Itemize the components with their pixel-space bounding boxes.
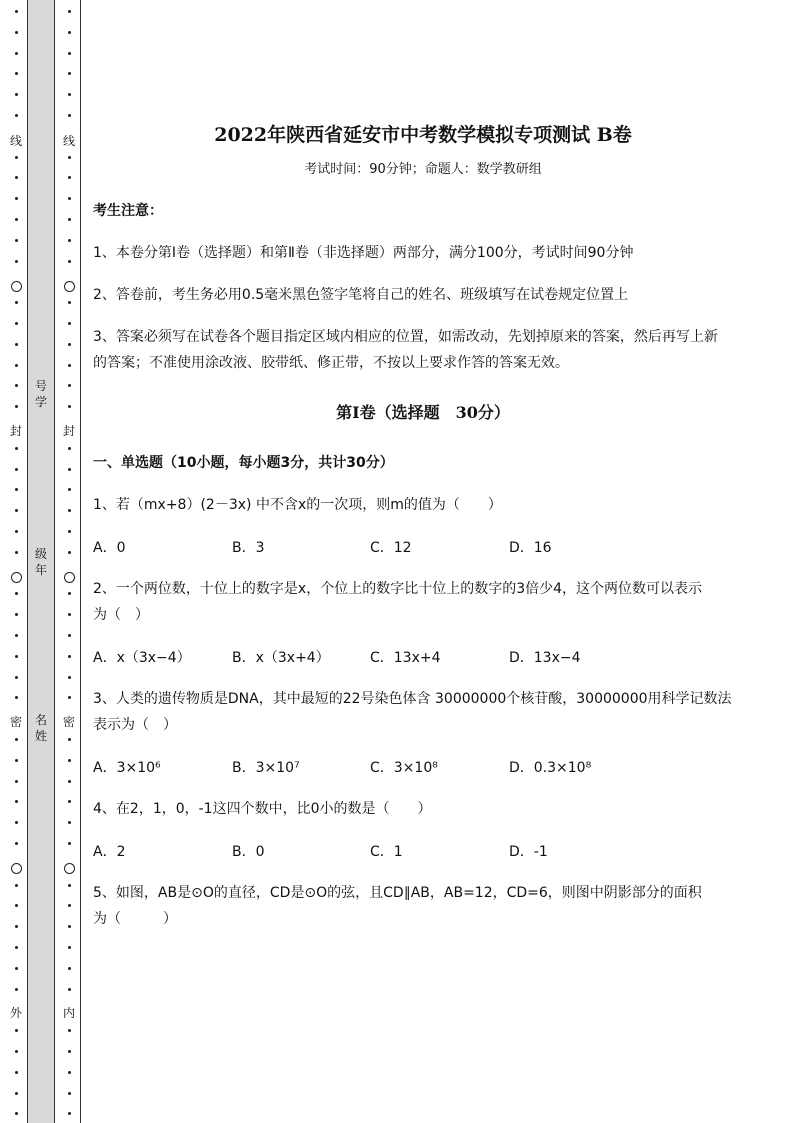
cut-line-dot [68, 946, 71, 949]
cut-line-dot [68, 780, 71, 783]
cut-line-dot [15, 93, 18, 96]
notice-item: 1、本卷分第I卷（选择题）和第Ⅱ卷（非选择题）两部分，满分100分，考试时间90分钟 [93, 245, 634, 261]
cut-line-dot [68, 384, 71, 387]
outer-dotted-cut-line [7, 0, 25, 1123]
cut-line-dot [68, 592, 71, 595]
cut-line-dot [68, 821, 71, 824]
cut-line-dot [15, 800, 18, 803]
outer-label-xian: 线 [7, 135, 25, 147]
cut-line-dot [15, 197, 18, 200]
cut-line-dot [15, 551, 18, 554]
inner-label-feng: 封 [60, 425, 78, 437]
cut-line-dot [68, 655, 71, 658]
cut-line-dot [15, 239, 18, 242]
question-4-option-b: B．0 [232, 844, 265, 860]
cut-line-circle [11, 863, 22, 874]
cut-line-dot [15, 509, 18, 512]
cut-line-dot [15, 72, 18, 75]
question-4-stem: 4、在2，1，0，-1这四个数中，比0小的数是（ ） [93, 801, 432, 817]
question-2-stem: 2、一个两位数，十位上的数字是x，个位上的数字比十位上的数字的3倍少4，这个两位数可以表示 [93, 581, 703, 597]
cut-line-circle [11, 281, 22, 292]
cut-line-dot [15, 738, 18, 741]
question-5-stem: 5、如图，AB是⊙O的直径，CD是⊙O的弦，且CD∥AB，AB=12，CD=6，则图中阴影部分的面积 [93, 885, 702, 901]
cut-line-dot [68, 197, 71, 200]
cut-line-dot [68, 613, 71, 616]
cut-line-dot [68, 676, 71, 679]
cut-line-dot [68, 10, 71, 13]
cut-line-dot [68, 1071, 71, 1074]
cut-line-dot [15, 384, 18, 387]
question-4-option-d: D．-1 [509, 844, 548, 860]
cut-line-dot [68, 239, 71, 242]
cut-line-dot [15, 405, 18, 408]
cut-line-dot [68, 322, 71, 325]
cut-line-dot [15, 676, 18, 679]
cut-line-dot [15, 447, 18, 450]
section-title: 第I卷（选择题 30分） [336, 403, 510, 422]
cut-line-dot [15, 31, 18, 34]
inner-label-nei: 内 [60, 1007, 78, 1019]
cut-line-dot [68, 759, 71, 762]
cut-line-dot [68, 1029, 71, 1032]
cut-line-dot [15, 1092, 18, 1095]
cut-line-dot [68, 488, 71, 491]
cut-line-dot [68, 364, 71, 367]
cut-line-dot [68, 447, 71, 450]
question-5-stem-continued: 为（ ） [93, 911, 177, 927]
cut-line-dot [15, 364, 18, 367]
cut-line-dot [15, 322, 18, 325]
cut-line-dot [68, 925, 71, 928]
outer-label-feng: 封 [7, 425, 25, 437]
cut-line-dot [15, 114, 18, 117]
cut-line-dot [68, 967, 71, 970]
cut-line-dot [15, 488, 18, 491]
student-info-strip [27, 0, 55, 1123]
cut-line-dot [15, 10, 18, 13]
label-grade: 级年 [34, 547, 47, 577]
question-3-option-a: A．3×10⁶ [93, 760, 161, 776]
cut-line-dot [68, 1050, 71, 1053]
cut-line-dot [15, 176, 18, 179]
cut-line-dot [15, 925, 18, 928]
cut-line-circle [64, 863, 75, 874]
question-3-option-b: B．3×10⁷ [232, 760, 300, 776]
cut-line-dot [15, 468, 18, 471]
cut-line-circle [64, 572, 75, 583]
cut-line-dot [15, 52, 18, 55]
part-heading: 一、单选题（10小题，每小题3分，共计30分） [93, 455, 394, 471]
cut-line-dot [68, 218, 71, 221]
cut-line-circle [11, 572, 22, 583]
inner-label-mi: 密 [60, 716, 78, 728]
cut-line-dot [68, 114, 71, 117]
outer-label-wai: 外 [7, 1007, 25, 1019]
cut-line-dot [68, 884, 71, 887]
question-1-option-a: A．0 [93, 540, 126, 556]
question-3-stem-continued: 表示为（ ） [93, 717, 177, 733]
cut-line-dot [15, 842, 18, 845]
page-title: 2022年陕西省延安市中考数学模拟专项测试 B卷 [214, 124, 632, 146]
cut-line-dot [15, 1112, 18, 1115]
question-2-option-b: B．x（3x+4） [232, 650, 330, 666]
cut-line-circle [64, 281, 75, 292]
cut-line-dot [15, 780, 18, 783]
cut-line-dot [15, 655, 18, 658]
inner-label-xian: 线 [60, 135, 78, 147]
margin-border-line [80, 0, 81, 1123]
outer-label-mi: 密 [7, 716, 25, 728]
cut-line-dot [68, 343, 71, 346]
question-1-option-c: C．12 [370, 540, 412, 556]
cut-line-dot [15, 696, 18, 699]
cut-line-dot [68, 1092, 71, 1095]
cut-line-dot [68, 738, 71, 741]
cut-line-dot [68, 72, 71, 75]
cut-line-dot [68, 468, 71, 471]
notice-heading: 考生注意： [93, 203, 163, 219]
cut-line-dot [15, 967, 18, 970]
cut-line-dot [15, 613, 18, 616]
cut-line-dot [68, 260, 71, 263]
cut-line-dot [15, 343, 18, 346]
cut-line-dot [68, 800, 71, 803]
question-4-option-c: C．1 [370, 844, 403, 860]
question-1-option-d: D．16 [509, 540, 552, 556]
cut-line-dot [68, 31, 71, 34]
cut-line-dot [68, 696, 71, 699]
cut-line-dot [15, 156, 18, 159]
page-subtitle: 考试时间：90分钟；命题人：数学教研组 [304, 162, 542, 177]
cut-line-dot [15, 1071, 18, 1074]
cut-line-dot [15, 530, 18, 533]
question-3-option-d: D．0.3×10⁸ [509, 760, 592, 776]
cut-line-dot [68, 842, 71, 845]
cut-line-dot [15, 1050, 18, 1053]
question-1-stem: 1、若（mx+8）(2－3x) 中不含x的一次项，则m的值为（ ） [93, 497, 502, 513]
notice-item: 2、答卷前，考生务必用0.5毫米黑色签字笔将自己的姓名、班级填写在试卷规定位置上 [93, 287, 629, 303]
cut-line-dot [68, 301, 71, 304]
cut-line-dot [68, 93, 71, 96]
cut-line-dot [15, 988, 18, 991]
question-3-stem: 3、人类的遗传物质是DNA，其中最短的22号染色体含 30000000个核苷酸，30000000用科学记数法 [93, 691, 732, 707]
question-2-option-d: D．13x−4 [509, 650, 581, 666]
inner-dotted-cut-line [60, 0, 78, 1123]
label-name: 名姓 [34, 713, 47, 743]
cut-line-dot [15, 634, 18, 637]
cut-line-dot [15, 904, 18, 907]
cut-line-dot [68, 176, 71, 179]
cut-line-dot [15, 301, 18, 304]
cut-line-dot [68, 988, 71, 991]
question-2-option-c: C．13x+4 [370, 650, 441, 666]
question-2-stem-continued: 为（ ） [93, 607, 149, 623]
cut-line-dot [68, 52, 71, 55]
label-student-number: 号学 [34, 379, 47, 409]
question-1-option-b: B．3 [232, 540, 265, 556]
cut-line-dot [15, 821, 18, 824]
cut-line-dot [15, 759, 18, 762]
cut-line-dot [15, 946, 18, 949]
cut-line-dot [68, 634, 71, 637]
cut-line-dot [68, 551, 71, 554]
cut-line-dot [68, 405, 71, 408]
cut-line-dot [15, 592, 18, 595]
question-4-option-a: A．2 [93, 844, 126, 860]
cut-line-dot [68, 509, 71, 512]
notice-item-continued: 的答案；不准使用涂改液、胶带纸、修正带，不按以上要求作答的答案无效。 [93, 355, 569, 371]
cut-line-dot [15, 884, 18, 887]
cut-line-dot [15, 1029, 18, 1032]
question-3-option-c: C．3×10⁸ [370, 760, 438, 776]
cut-line-dot [15, 260, 18, 263]
cut-line-dot [15, 218, 18, 221]
notice-item: 3、答案必须写在试卷各个题目指定区域内相应的位置，如需改动，先划掉原来的答案，然后再写上新 [93, 329, 718, 345]
cut-line-dot [68, 904, 71, 907]
cut-line-dot [68, 1112, 71, 1115]
cut-line-dot [68, 530, 71, 533]
question-2-option-a: A．x（3x−4） [93, 650, 191, 666]
cut-line-dot [68, 156, 71, 159]
